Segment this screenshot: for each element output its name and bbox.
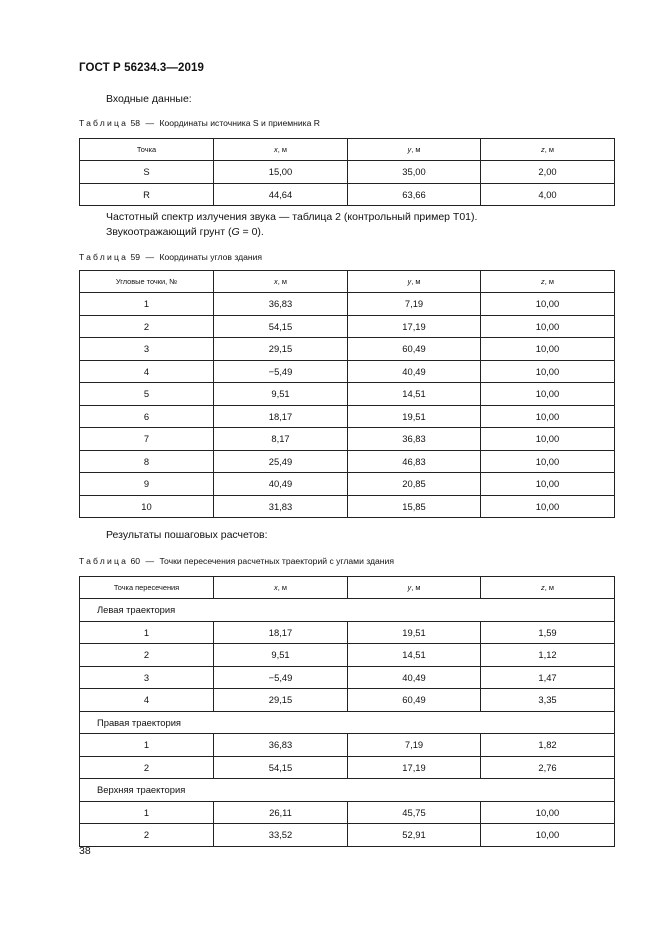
cell-index: 2 — [80, 824, 214, 847]
cell-x: 8,17 — [214, 428, 348, 451]
var-z: z — [541, 583, 545, 592]
cell-z: 10,00 — [481, 293, 615, 316]
cell-z: 10,00 — [481, 405, 615, 428]
col-header-x — [214, 271, 348, 293]
table59-caption — [79, 252, 262, 262]
spectrum-line1: Частотный спектр излучения звука — таблица 2 (контрольный пример Т01). — [106, 211, 478, 223]
col-header-point: Точка — [80, 139, 214, 161]
cell-z: 10,00 — [481, 450, 615, 473]
cell-x: 29,15 — [214, 338, 348, 361]
document-title: ГОСТ Р 56234.3—2019 — [79, 62, 204, 74]
cell-z: 1,59 — [481, 621, 615, 644]
cell-x: 36,83 — [214, 734, 348, 757]
table58 — [79, 138, 615, 206]
cell-z: 10,00 — [481, 495, 615, 518]
table-row — [80, 824, 615, 847]
var-x: x — [274, 145, 278, 154]
group-header-row — [80, 711, 615, 734]
table-row — [80, 360, 615, 383]
table-row — [80, 450, 615, 473]
cell-z: 2,76 — [481, 756, 615, 779]
cell-x: 36,83 — [214, 293, 348, 316]
cell-z: 1,82 — [481, 734, 615, 757]
cell-y: 7,19 — [348, 293, 481, 316]
unit-z: , м — [544, 277, 554, 286]
table60-prefix: Таблица — [79, 556, 129, 566]
table60 — [79, 576, 615, 847]
cell-y: 40,49 — [348, 360, 481, 383]
unit-z: , м — [544, 583, 554, 592]
cell-index: 6 — [80, 405, 214, 428]
table60-header-row — [80, 577, 615, 599]
table58-prefix: Таблица — [79, 118, 129, 128]
cell-y: 19,51 — [348, 405, 481, 428]
col-header-y — [348, 577, 481, 599]
cell-index: 7 — [80, 428, 214, 451]
input-data-label: Входные данные: — [106, 93, 192, 105]
cell-x: 54,15 — [214, 315, 348, 338]
results-label: Результаты пошаговых расчетов: — [106, 529, 268, 541]
trajectory-group-label: Верхняя траектория — [80, 779, 615, 802]
table-row — [80, 338, 615, 361]
cell-y: 52,91 — [348, 824, 481, 847]
cell-y: 36,83 — [348, 428, 481, 451]
cell-y: 20,85 — [348, 473, 481, 496]
trajectory-group-label: Правая траектория — [80, 711, 615, 734]
cell-y: 14,51 — [348, 383, 481, 406]
page-number: 38 — [79, 845, 91, 857]
unit-z: , м — [544, 145, 554, 154]
var-y: y — [407, 277, 412, 286]
cell-z: 1,12 — [481, 644, 615, 667]
var-x: x — [274, 277, 278, 286]
cell-x: −5,49 — [214, 666, 348, 689]
unit-x: , м — [277, 583, 287, 592]
col-header-x — [214, 139, 348, 161]
trajectory-group-label: Левая траектория — [80, 599, 615, 622]
cell-y: 63,66 — [348, 183, 481, 206]
col-header-z — [481, 271, 615, 293]
cell-z: 10,00 — [481, 360, 615, 383]
var-y: y — [407, 145, 412, 154]
cell-index: 4 — [80, 689, 214, 712]
cell-x: 25,49 — [214, 450, 348, 473]
cell-y: 35,00 — [348, 161, 481, 184]
cell-y: 45,75 — [348, 801, 481, 824]
col-header-z — [481, 139, 615, 161]
cell-index: 8 — [80, 450, 214, 473]
table-row — [80, 293, 615, 316]
table-row — [80, 801, 615, 824]
cell-z: 10,00 — [481, 315, 615, 338]
table-row — [80, 183, 615, 206]
table-row — [80, 473, 615, 496]
cell-x: 44,64 — [214, 183, 348, 206]
cell-index: 2 — [80, 644, 214, 667]
col-header-z — [481, 577, 615, 599]
var-z: z — [541, 145, 545, 154]
table59-prefix: Таблица — [79, 252, 129, 262]
cell-z: 1,47 — [481, 666, 615, 689]
table60-caption — [79, 556, 394, 566]
cell-index: 4 — [80, 360, 214, 383]
table-row — [80, 644, 615, 667]
table60-body — [80, 599, 615, 847]
cell-x: 40,49 — [214, 473, 348, 496]
table58-number: 58 — [130, 118, 141, 128]
cell-x: 54,15 — [214, 756, 348, 779]
cell-index: 1 — [80, 734, 214, 757]
cell-index: 2 — [80, 756, 214, 779]
cell-z: 10,00 — [481, 473, 615, 496]
cell-x: 9,51 — [214, 383, 348, 406]
cell-y: 19,51 — [348, 621, 481, 644]
table60-dash: — — [145, 556, 155, 566]
unit-y: , м — [411, 583, 421, 592]
table-row — [80, 383, 615, 406]
table58-dash: — — [145, 118, 155, 128]
spectrum-line2 — [106, 225, 264, 240]
cell-z: 4,00 — [481, 183, 615, 206]
table59-header-row — [80, 271, 615, 293]
table58-header-row — [80, 139, 615, 161]
table-row — [80, 689, 615, 712]
cell-y: 17,19 — [348, 756, 481, 779]
cell-z: 2,00 — [481, 161, 615, 184]
table59 — [79, 270, 615, 518]
col-header-y — [348, 271, 481, 293]
table59-dash: — — [145, 252, 155, 262]
cell-y: 60,49 — [348, 689, 481, 712]
cell-x: 26,11 — [214, 801, 348, 824]
cell-index: 5 — [80, 383, 214, 406]
table-row — [80, 495, 615, 518]
unit-y: , м — [411, 145, 421, 154]
cell-x: 29,15 — [214, 689, 348, 712]
table58-caption — [79, 118, 320, 128]
cell-index: 10 — [80, 495, 214, 518]
table60-title: Точки пересечения расчетных траекторий с углами здания — [159, 556, 395, 566]
cell-y: 40,49 — [348, 666, 481, 689]
cell-index: 1 — [80, 801, 214, 824]
var-z: z — [541, 277, 545, 286]
group-header-row — [80, 599, 615, 622]
table-row — [80, 666, 615, 689]
cell-z: 10,00 — [481, 383, 615, 406]
cell-index: 3 — [80, 338, 214, 361]
cell-index: 1 — [80, 293, 214, 316]
table60-number: 60 — [130, 556, 141, 566]
col-header-corner: Угловые точки, № — [80, 271, 214, 293]
cell-z: 3,35 — [481, 689, 615, 712]
table59-number: 59 — [130, 252, 141, 262]
cell-index: 3 — [80, 666, 214, 689]
cell-x: −5,49 — [214, 360, 348, 383]
cell-z: 10,00 — [481, 824, 615, 847]
cell-index: R — [80, 183, 214, 206]
table59-title: Координаты углов здания — [159, 252, 263, 262]
table-row — [80, 621, 615, 644]
cell-index: S — [80, 161, 214, 184]
cell-z: 10,00 — [481, 338, 615, 361]
unit-y: , м — [411, 277, 421, 286]
cell-x: 31,83 — [214, 495, 348, 518]
cell-y: 17,19 — [348, 315, 481, 338]
col-header-y — [348, 139, 481, 161]
unit-x: , м — [277, 277, 287, 286]
var-y: y — [407, 583, 412, 592]
cell-y: 15,85 — [348, 495, 481, 518]
table59-body — [80, 293, 615, 518]
cell-index: 2 — [80, 315, 214, 338]
cell-x: 9,51 — [214, 644, 348, 667]
spectrum-var-g: G — [231, 226, 240, 238]
table-row — [80, 161, 615, 184]
table-row — [80, 756, 615, 779]
table-row — [80, 405, 615, 428]
table-row — [80, 428, 615, 451]
cell-index: 9 — [80, 473, 214, 496]
cell-y: 60,49 — [348, 338, 481, 361]
group-header-row — [80, 779, 615, 802]
cell-z: 10,00 — [481, 801, 615, 824]
cell-x: 18,17 — [214, 405, 348, 428]
var-x: x — [274, 583, 278, 592]
table58-body — [80, 161, 615, 206]
cell-x: 18,17 — [214, 621, 348, 644]
unit-x: , м — [277, 145, 287, 154]
cell-x: 15,00 — [214, 161, 348, 184]
table58-title: Координаты источника S и приемника R — [159, 118, 320, 128]
cell-x: 33,52 — [214, 824, 348, 847]
col-header-x — [214, 577, 348, 599]
spectrum-line2-post: = 0). — [239, 226, 264, 238]
cell-index: 1 — [80, 621, 214, 644]
col-header-intersection: Точка пересечения — [80, 577, 214, 599]
table-row — [80, 315, 615, 338]
cell-y: 14,51 — [348, 644, 481, 667]
spectrum-line2-pre: Звукоотражающий грунт ( — [106, 226, 232, 238]
cell-z: 10,00 — [481, 428, 615, 451]
cell-y: 7,19 — [348, 734, 481, 757]
cell-y: 46,83 — [348, 450, 481, 473]
table-row — [80, 734, 615, 757]
